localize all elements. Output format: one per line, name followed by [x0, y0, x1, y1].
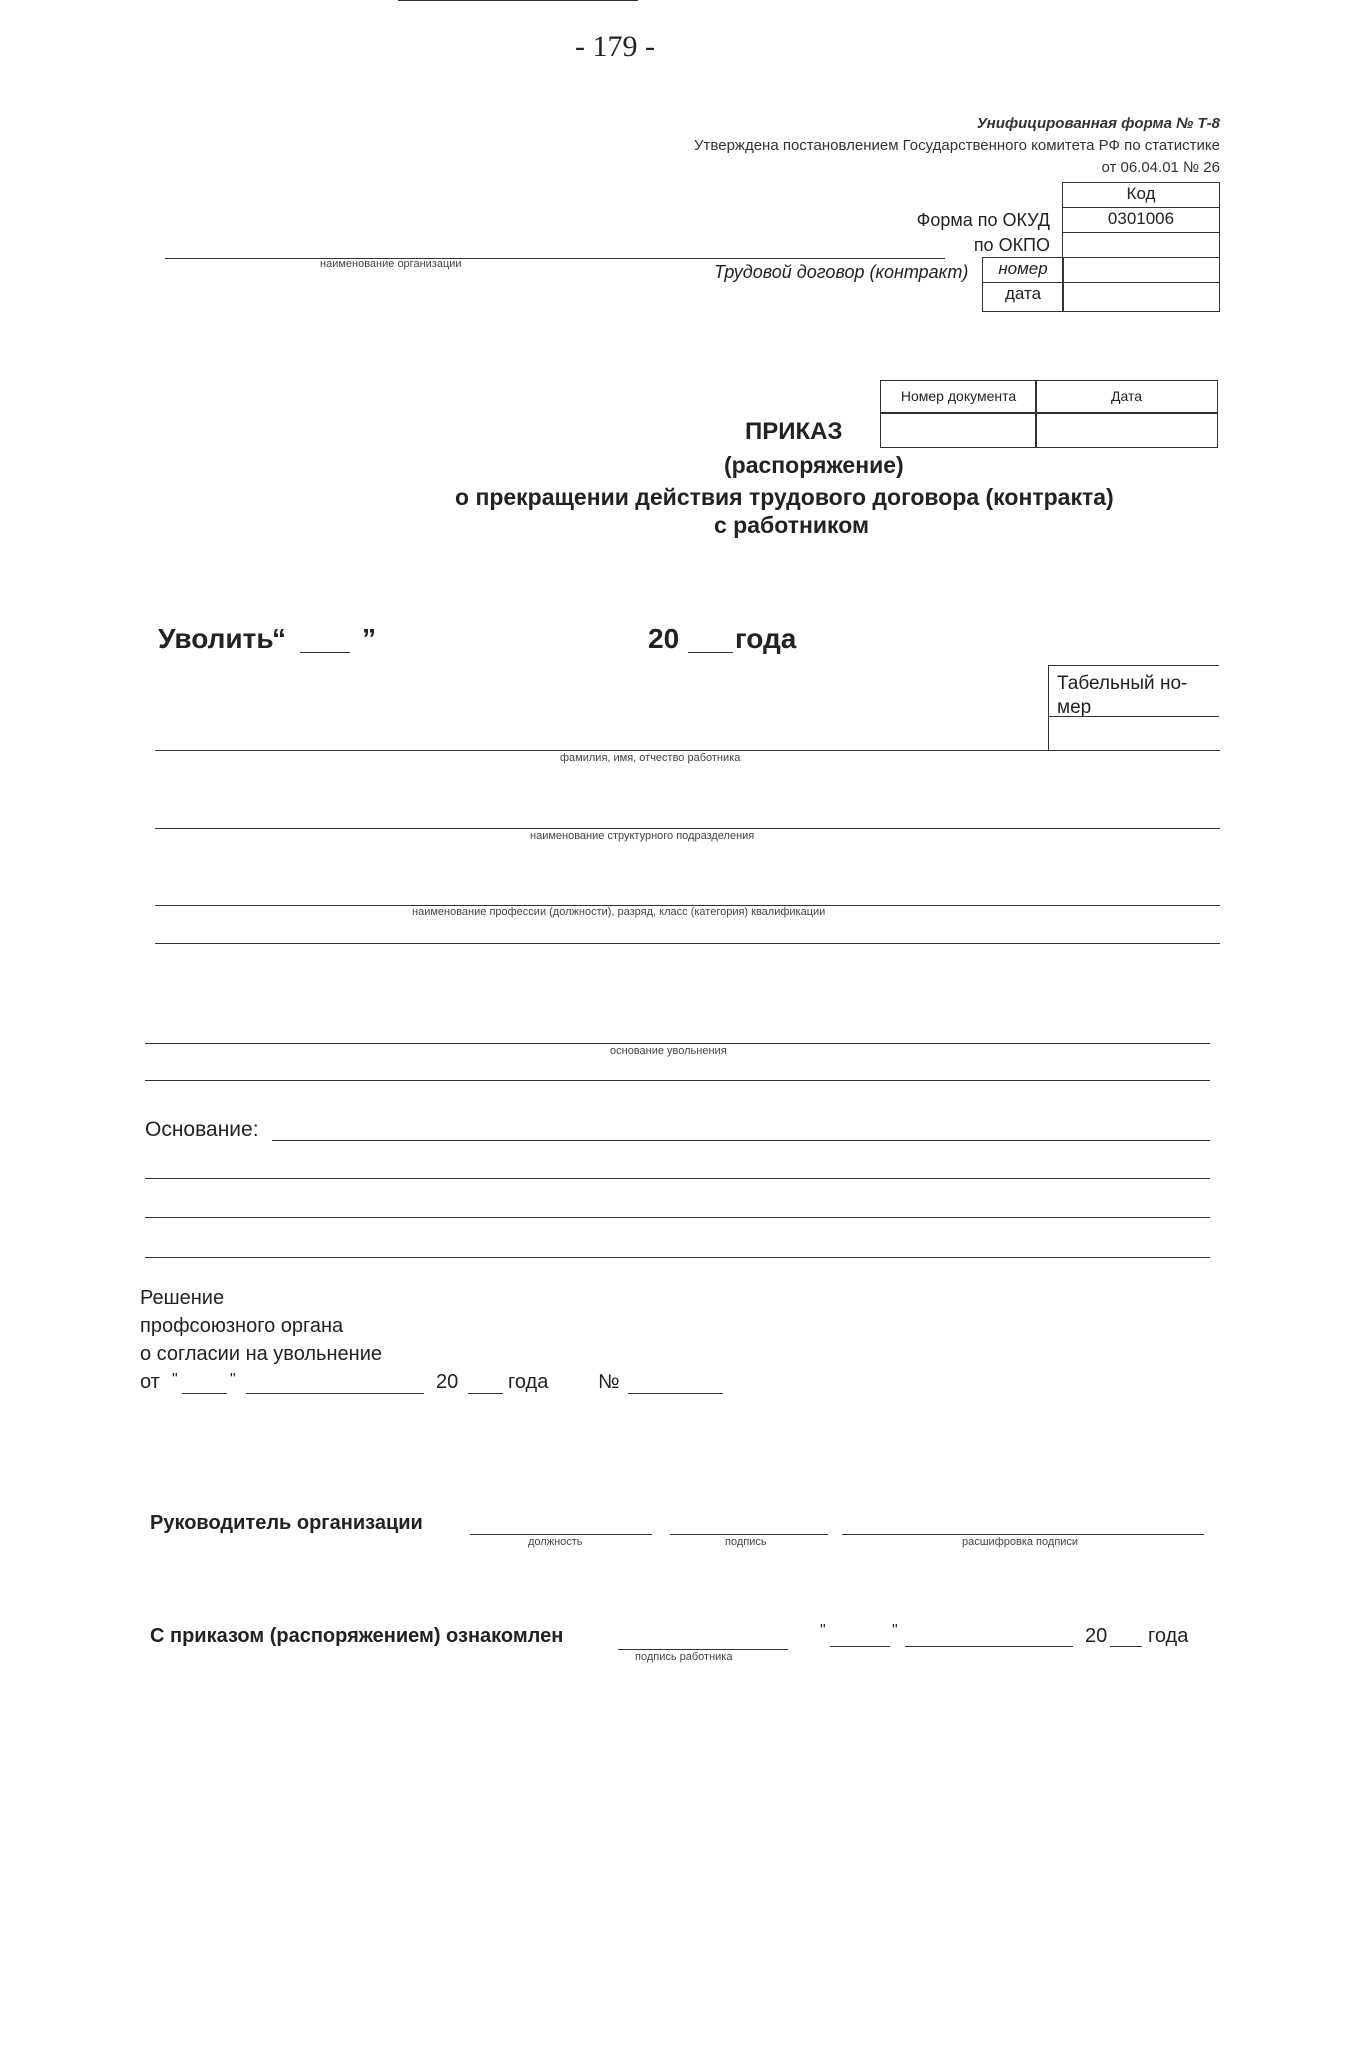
fio-line [155, 750, 1220, 751]
head-position-caption: должность [528, 1536, 583, 1548]
title-line1: ПРИКАЗ [745, 418, 843, 445]
okud-value-cell [1062, 207, 1220, 233]
ack-label: С приказом (распоряжением) ознакомлен [150, 1625, 564, 1647]
union-year-line [468, 1393, 503, 1394]
title-line3: о прекращении действия трудового договора (контракта) [455, 484, 1114, 510]
union-day-line [182, 1393, 227, 1394]
union-line3: о согласии на увольнение [140, 1343, 382, 1365]
ack-quote-open: " [820, 1622, 826, 1639]
doc-date-header: Дата [1110, 388, 1142, 404]
dismiss-day-line [300, 652, 350, 653]
basis-line-2 [145, 1178, 1210, 1179]
head-label: Руководитель организации [150, 1512, 423, 1534]
profession-line-2 [155, 943, 1220, 944]
okpo-value-cell [1062, 232, 1220, 258]
approved-line: Утверждена постановлением Государственного комитета РФ по статистике [694, 137, 1220, 154]
union-quote-open: " [172, 1371, 178, 1388]
code-label: Код [1126, 184, 1156, 203]
form-name: Унифицированная форма № Т-8 [976, 115, 1220, 132]
contract-date-cell [1062, 282, 1220, 312]
contract-number-cell [1062, 257, 1220, 283]
union-quote-close: " [230, 1371, 236, 1388]
org-caption: наименование организации [320, 258, 462, 270]
union-number-sign: № [598, 1371, 620, 1393]
okpo-label: по ОКПО [973, 235, 1050, 255]
dismiss-open-quote: “ [272, 623, 286, 654]
contract-number-label-cell [982, 257, 1064, 283]
doc-number-header: Номер документа [900, 388, 1017, 404]
number-label: номер [998, 259, 1048, 278]
ack-month-line [905, 1646, 1073, 1647]
head-signature-line [670, 1534, 828, 1535]
code-header-cell [1062, 182, 1220, 208]
ack-year-line [1110, 1646, 1142, 1647]
head-position-line [470, 1534, 652, 1535]
dismiss-month-line [398, 0, 638, 1]
union-line1: Решение [140, 1287, 225, 1309]
date-label: дата [1004, 284, 1042, 303]
ack-quote-close: " [892, 1622, 898, 1639]
department-line [155, 828, 1220, 829]
dismiss-year-prefix: 20 [648, 623, 680, 654]
head-decoding-line [842, 1534, 1204, 1535]
doc-date-header-cell [1035, 380, 1218, 414]
union-number-line [628, 1393, 723, 1394]
page-number: - 179 - [575, 30, 655, 63]
ack-day-line [830, 1646, 890, 1647]
title-line4: с работником [714, 512, 869, 538]
dismiss-year-line [688, 652, 733, 653]
contract-label: Трудовой договор (контракт) [714, 262, 969, 282]
department-caption: наименование структурного подразделения [530, 830, 755, 842]
union-year-prefix: 20 [436, 1371, 459, 1393]
dismiss-year-suffix: года [735, 623, 797, 654]
ack-year-suffix: года [1148, 1625, 1189, 1647]
profession-caption: наименование профессии (должности), разряд, класс (категория) квалификации [412, 906, 826, 918]
okud-value: 0301006 [1107, 209, 1175, 228]
contract-date-label-cell [982, 282, 1064, 312]
basis-label: Основание: [145, 1118, 259, 1141]
ack-signature-line [618, 1649, 788, 1650]
approved-date: от 06.04.01 № 26 [1101, 159, 1220, 176]
title-line2: (распоряжение) [724, 452, 904, 478]
doc-date-value-cell [1035, 412, 1218, 448]
dismiss-close-quote: ” [362, 623, 376, 654]
head-signature-caption: подпись [725, 1536, 767, 1548]
union-from: от [140, 1371, 160, 1393]
tab-number-label: Табельный но-мер [1057, 673, 1188, 718]
ack-year-prefix: 20 [1085, 1625, 1108, 1647]
union-year-suffix: года [508, 1371, 549, 1393]
ack-signature-caption: подпись работника [635, 1651, 733, 1663]
tab-number-box [1048, 665, 1219, 750]
dismiss-label: Уволить [158, 623, 274, 654]
union-line2: профсоюзного органа [140, 1315, 344, 1337]
okud-label: Форма по ОКУД [916, 210, 1050, 230]
basis-line-1 [272, 1140, 1210, 1141]
reason-line [145, 1043, 1210, 1044]
doc-number-header-cell [880, 380, 1037, 414]
doc-number-value-cell [880, 412, 1037, 448]
fio-caption: фамилия, имя, отчество работника [560, 752, 741, 764]
org-name-line [165, 258, 945, 259]
head-decoding-caption: расшифровка подписи [962, 1536, 1079, 1548]
union-month-line [246, 1393, 424, 1394]
reason-caption: основание увольнения [610, 1045, 727, 1057]
basis-line-3 [145, 1217, 1210, 1218]
reason-line-2 [145, 1080, 1210, 1081]
basis-line-4 [145, 1257, 1210, 1258]
